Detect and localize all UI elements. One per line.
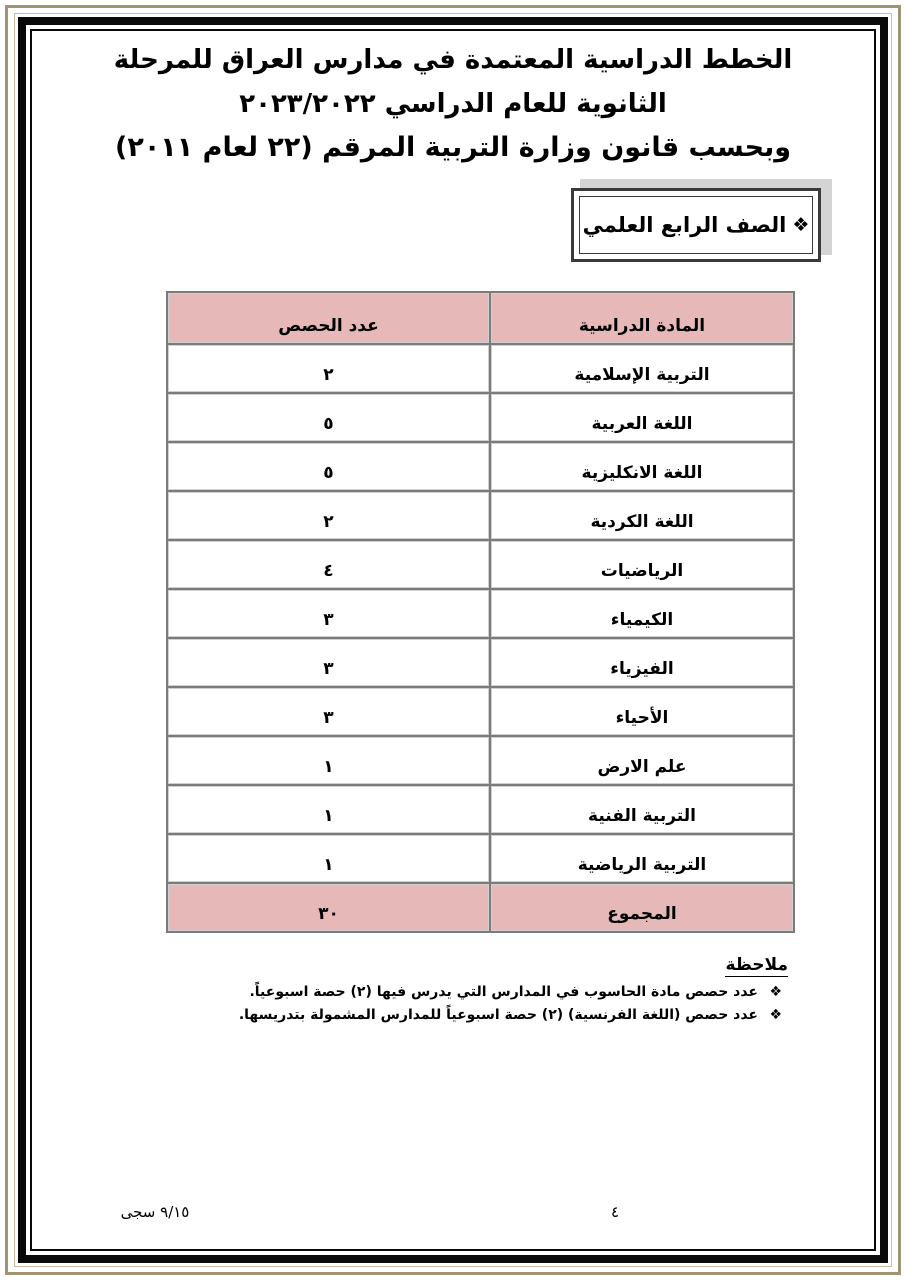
title-line-1: الخطط الدراسية المعتمدة في مدارس العراق للمرحلة: [113, 45, 793, 75]
diamond-bullet-icon: ❖: [769, 984, 782, 1000]
note-text: عدد حصص (اللغة الفرنسية) (٢) حصة اسبوعياً للمدارس المشمولة بتدريسها.: [238, 1007, 758, 1023]
count-cell: ١: [167, 785, 490, 834]
count-cell: ١: [167, 834, 490, 883]
table-body: [167, 344, 794, 883]
title-line-2: الثانوية للعام الدراسي ٢٠٢٣/٢٠٢٢: [239, 89, 667, 119]
table-row: [167, 442, 794, 491]
table-row: [167, 540, 794, 589]
title-line-3: وبحسب قانون وزارة التربية المرقم (٢٢ لعام ٢٠١١): [115, 132, 791, 163]
note-item: [200, 981, 788, 1004]
column-header-subject: المادة الدراسية: [490, 292, 794, 344]
diamond-bullet-icon: ❖: [792, 214, 810, 236]
count-cell: ١: [167, 736, 490, 785]
table-row: [167, 393, 794, 442]
subject-cell: الكيمياء: [490, 589, 794, 638]
table-row: [167, 687, 794, 736]
count-cell: ٥: [167, 393, 490, 442]
subject-cell: التربية الرياضية: [490, 834, 794, 883]
grade-box-inner: [579, 196, 813, 254]
table-row: [167, 736, 794, 785]
table-row: [167, 491, 794, 540]
table-row: [167, 589, 794, 638]
subject-cell: التربية الفنية: [490, 785, 794, 834]
note-item: [200, 1004, 788, 1027]
table-row: [167, 638, 794, 687]
table-row: [167, 785, 794, 834]
count-cell: ٣: [167, 638, 490, 687]
count-cell: ٢: [167, 491, 490, 540]
count-cell: ٥: [167, 442, 490, 491]
grade-label: الصف الرابع العلمي: [582, 213, 787, 237]
subject-cell: علم الارض: [490, 736, 794, 785]
count-cell: ٢: [167, 344, 490, 393]
page-title: [60, 38, 846, 170]
subject-cell: الأحياء: [490, 687, 794, 736]
count-cell: ٤: [167, 540, 490, 589]
subject-cell: الرياضيات: [490, 540, 794, 589]
curriculum-table: [166, 291, 795, 933]
total-value: ٣٠: [167, 883, 490, 932]
table-header-row: [167, 292, 794, 344]
notes-section: [200, 955, 788, 1027]
column-header-count: عدد الحصص: [167, 292, 490, 344]
table-row: [167, 834, 794, 883]
diamond-bullet-icon: ❖: [769, 1007, 782, 1023]
subject-cell: اللغة العربية: [490, 393, 794, 442]
page-number: ٤: [610, 1203, 620, 1221]
grade-box: [571, 188, 821, 262]
subject-cell: الفيزياء: [490, 638, 794, 687]
notes-title: ملاحظة: [725, 955, 788, 975]
table-row: [167, 344, 794, 393]
count-cell: ٣: [167, 687, 490, 736]
notes-list: [200, 981, 788, 1027]
note-text: عدد حصص مادة الحاسوب في المدارس التي يدرس فيها (٢) حصة اسبوعياً.: [249, 984, 758, 1000]
subject-cell: التربية الإسلامية: [490, 344, 794, 393]
table-total-row: [167, 883, 794, 932]
footer-code: ٩/١٥ سجى: [120, 1203, 190, 1221]
total-label: المجموع: [490, 883, 794, 932]
subject-cell: اللغة الانكليزية: [490, 442, 794, 491]
subject-cell: اللغة الكردية: [490, 491, 794, 540]
count-cell: ٣: [167, 589, 490, 638]
